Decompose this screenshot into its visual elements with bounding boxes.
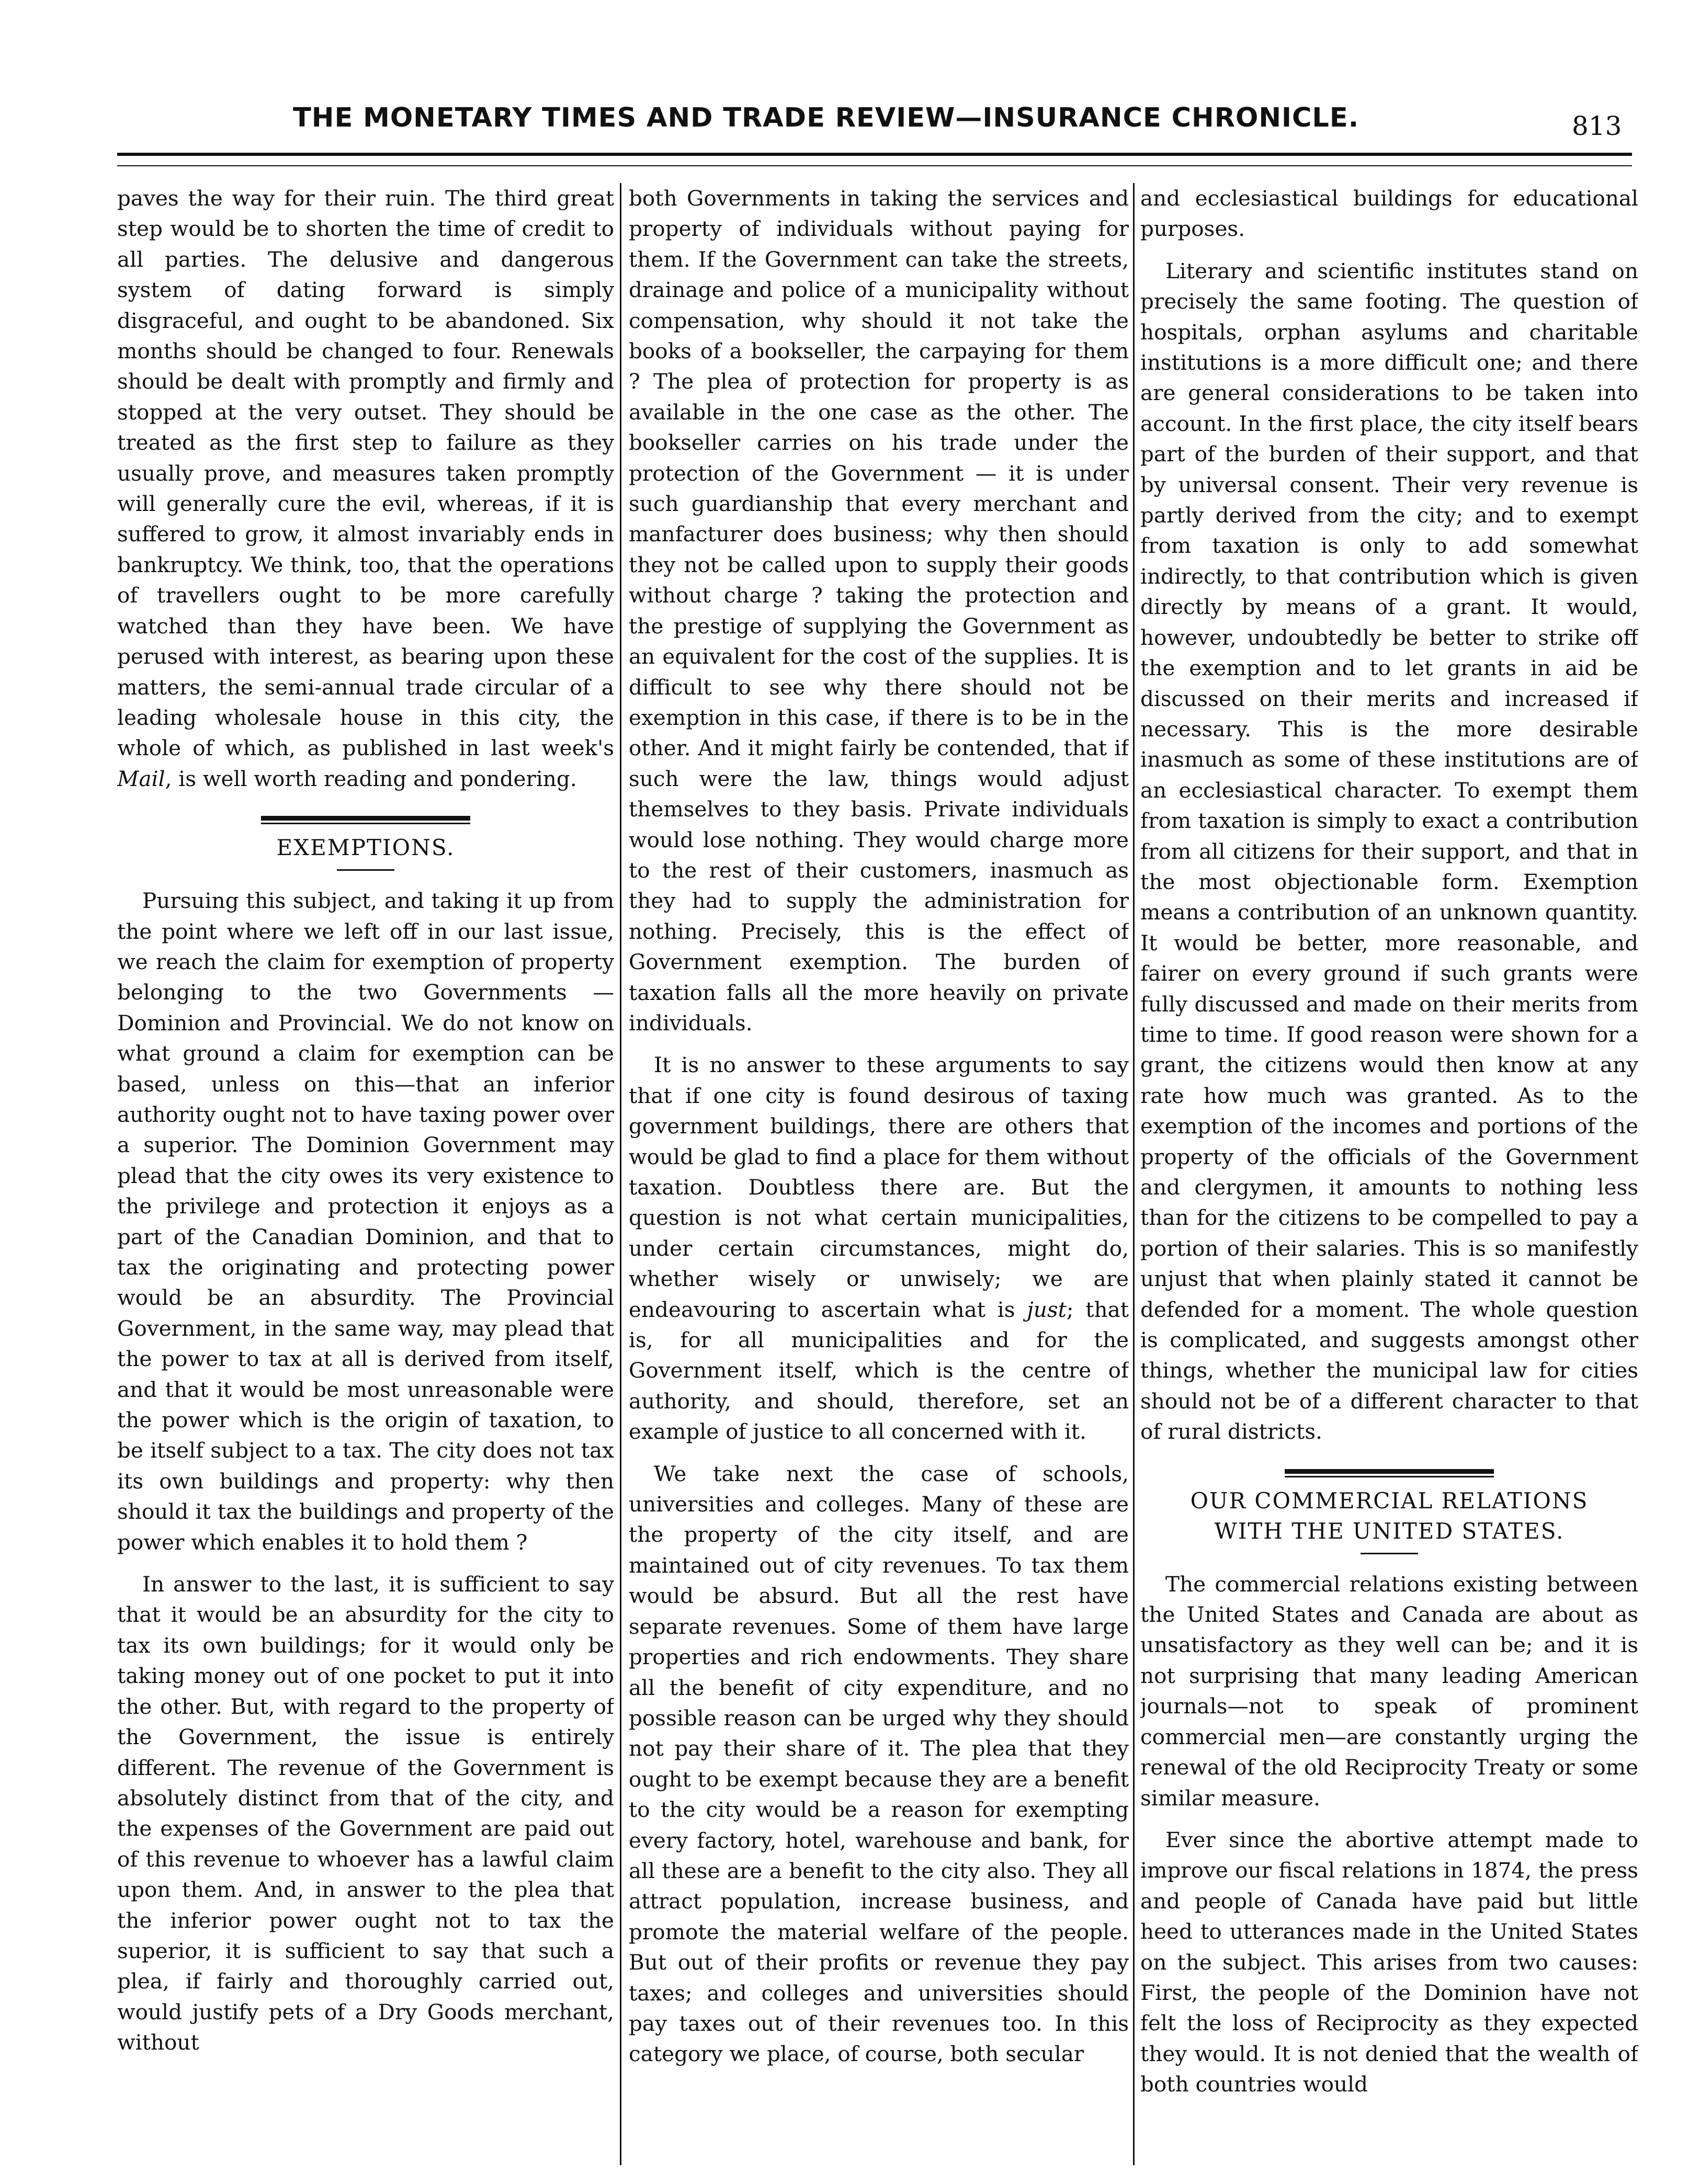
commercial-relations-heading	[1140, 1469, 1638, 1554]
paragraph: and ecclesiastical buildings for educational purposes.	[1140, 186, 1638, 242]
column-divider	[620, 183, 621, 2165]
paragraph: both Governments in taking the services and property of individuals without paying for them. If the Government can take the streets, drainage and police of a municipality without compensation, why should it not take the books of a bookseller, the carpaying for them ? The plea of protection for property is as available in the one case as the other. The bookseller carries on his trade under the protection of the Government — it is under such guardianship that every merchant and manfacturer does business; why then should they not be called upon to supply their goods without charge ? taking the protection and the prestige of supplying the Government as an equivalent for the cost of the supplies. It is difficult to see why there should not be exemption in this case, if there is to be in the other. And it might fairly be contended, that if such were the law, things would adjust themselves to they basis. Private individuals would lose nothing. They would charge more to the rest of their customers, inasmuch as they had to supply the administration for nothing. Precisely, this is the effect of Government exemption. The burden of taxation falls all the more heavily on private individuals.	[629, 186, 1129, 1036]
page-number: 813	[1572, 111, 1622, 141]
header-title: THE MONETARY TIMES AND TRADE REVIEW—INSURANCE CHRONICLE.	[293, 103, 1359, 133]
column-2	[629, 183, 1129, 2163]
exemptions-heading	[117, 816, 614, 871]
paragraph: paves the way for their ruin. The third great step would be to shorten the time of credit to all parties. The delusive and dangerous system of dating forward is simply disgraceful, and ought to be abandoned. Six months should be changed to four. Renewals should be dealt with promptly and firmly and stopped at the very outset. They should be treated as the first step to failure as they usually prove, and measures taken promptly will generally cure the evil, whereas, if it is suffered to grow, it almost invariably ends in bankruptcy. We think, too, that the operations of travellers ought to be more carefully watched than they have been. We have perused with interest, as bearing upon these matters, the semi-annual trade circular of a leading wholesale house in this city, the whole of which, as published in last week's Mail, is well worth reading and pondering.	[117, 186, 614, 791]
section-title-line-1: OUR COMMERCIAL RELATIONS	[1190, 1487, 1589, 1514]
section-title: EXEMPTIONS.	[276, 835, 455, 861]
paragraph: It is no answer to these arguments to say that if one city is found desirous of taxing government buildings, there are others that would be glad to find a place for them without taxation. Doubtless there are. But the question is not what certain municipalities, under certain circumstances, might do, whether wisely or unwisely; we are endeavouring to ascertain what is just; that is, for all municipalities and for the Government itself, which is the centre of authority, and should, therefore, set an example of justice to all concerned with it.	[629, 1052, 1129, 1444]
column-3	[1140, 183, 1638, 2163]
paragraph: We take next the case of schools, universities and colleges. Many of these are the property of the city itself, and are maintained out of city revenues. To tax them would be absurd. But all the rest have separate revenues. Some of them have large properties and rich endowments. They share all the benefit of city expenditure, and no possible reason can be urged why they should not pay their share of it. The plea that they ought to be exempt because they are a benefit to the city would be a reason for exempting every factory, hotel, warehouse and bank, for all these are a benefit to the city also. They all attract population, increase business, and promote the material welfare of the people. But out of their profits or revenue they pay taxes; and colleges and universities should pay taxes out of their revenues too. In this category we place, of course, both secular	[629, 1461, 1129, 2067]
paragraph: In answer to the last, it is sufficient to say that it would be an absurdity for the city to tax its own buildings; for it would only be taking money out of one pocket to put it into the other. But, with regard to the property of the Government, the issue is entirely different. The revenue of the Government is absolutely distinct from that of the city, and the expenses of the Government are paid out of this revenue to whoever has a lawful claim upon them. And, in answer to the plea that the inferior power ought not to tax the superior, it is sufficient to say that such a plea, if fairly and thoroughly carried out, would justify pets of a Dry Goods merchant, without	[117, 1572, 614, 2055]
header-rule-thin	[117, 165, 1632, 166]
section-title-line-2: WITH THE UNITED STATES.	[1214, 1518, 1565, 1544]
paragraph: Pursuing this subject, and taking it up from the point where we left off in our last issue, we reach the claim for exemption of property belonging to the two Governments —Dominion and Provincial. We do not know on what ground a claim for exemption can be based, unless on this—that an inferior authority ought not to have taxing power over a superior. The Dominion Government may plead that the city owes its very existence to the privilege and protection it enjoys as a part of the Canadian Dominion, and that to tax the originating and protecting power would be an absurdity. The Provincial Government, in the same way, may plead that the power to tax at all is derived from itself, and that it would be most unreasonable were the power which is the origin of taxation, to be itself subject to a tax. The city does not tax its own buildings and property: why then should it tax the buildings and property of the power which enables it to hold them ?	[117, 888, 614, 1555]
column-divider	[1133, 183, 1135, 2165]
header-rule-thick	[117, 153, 1632, 156]
paragraph: Literary and scientific institutes stand on precisely the same footing. The question of hospitals, orphan asylums and charitable institutions is a more difficult one; and there are general considerations to be taken into account. In the first place, the city itself bears part of the burden of their support, and that by universal consent. Their very revenue is partly derived from the city; and to exempt from taxation is only to add somewhat indirectly, to that contribution which is given directly by means of a grant. It would, however, undoubtedly be better to strike off the exemption and to let grants in aid be discussed on their merits and increased if necessary. This is the more desirable inasmuch as some of these institutions are of an ecclesiastical character. To exempt them from taxation is simply to exact a contribution from all citizens for their support, and that in the most objectionable form. Exemption means a contribution of an unknown quantity. It would be better, more reasonable, and fairer on every ground if such grants were fully discussed and made on their merits from time to time. If good reason were shown for a grant, the citizens would then know at any rate how much was granted. As to the exemption of the incomes and portions of the property of the officials of the Government and clergymen, it amounts to nothing less than for the citizens to be compelled to pay a portion of their salaries. This is so manifestly unjust that when plainly stated it cannot be defended for a moment. The whole question is complicated, and suggests amongst other things, whether the municipal law for cities should not be of a different character to that of rural districts.	[1140, 258, 1638, 1444]
paragraph: Ever since the abortive attempt made to improve our fiscal relations in 1874, the press and people of Canada have paid but little heed to utterances made in the United States on the subject. This arises from two causes: First, the people of the Dominion have not felt the loss of Reciprocity as they expected they would. It is not denied that the wealth of both countries would	[1140, 1827, 1638, 2097]
column-1	[117, 183, 614, 2163]
paragraph: The commercial relations existing between the United States and Canada are about as unsatisfactory as they well can be; and it is not surprising that many leading American journals—not to speak of prominent commercial men—are constantly urging the renewal of the old Reciprocity Treaty or some similar measure.	[1140, 1571, 1638, 1811]
